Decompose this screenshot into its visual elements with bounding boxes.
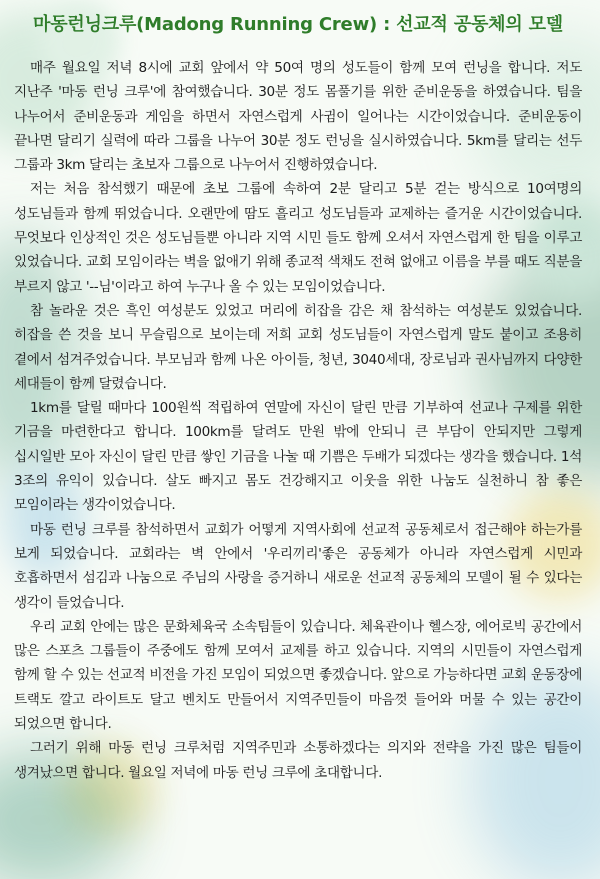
- page-title: 마동런닝크루(Madong Running Crew) : 선교적 공동체의 모델: [33, 14, 563, 35]
- article-paragraph-4: 1km를 달릴 때마다 100원씩 적립하여 연말에 자신이 달린 만큼 기부하여 선교나 구제를 위한 기금을 마련한다고 합니다. 100km를 달려도 만원 밖에 안되니 큰 부담이 안되지만 그렇게 십시일반 모아 자신이 달린 만큼 쌓인 기금을 나눌 때 기쁨은 두배가 되겠다는 생각을 했습니다. 1석 3조의 유익이 있습니다. 살도 빠지고 몸도 건강해지고 이웃을 위한 나눔도 실천하니 참 좋은 모임이라는 생각이었습니다.: [14, 400, 582, 514]
- article-paragraph-1: 매주 월요일 저녁 8시에 교회 앞에서 약 50여 명의 성도들이 함께 모여 런닝을 합니다. 저도 지난주 '마동 런닝 크루'에 참여했습니다. 30분 정도 몸풀기를 위한 준비운동을 하였습니다. 팀을 나누어서 준비운동과 게임을 하면서 자연스럽게 사귐이 일어나는 시간이었습니다. 준비운동이 끝나면 달리기 실력에 따라 그룹을 나누어 30분 정도 런닝을 실시하였습니다. 5km를 달리는 선두 그룹과 3km 달리는 초보자 그룹으로 나누어서 진행하였습니다.: [14, 60, 582, 174]
- article-body: [14, 56, 582, 785]
- article-paragraph-5: 마동 런닝 크루를 참석하면서 교회가 어떻게 지역사회에 선교적 공동체로서 접근해야 하는가를 보게 되었습니다. 교회라는 벽 안에서 '우리끼리'좋은 공동체가 아니라 자연스럽게 시민과 호흡하면서 섬김과 나눔으로 주님의 사랑을 증거하니 새로운 선교적 공동체의 모델이 될 수 있다는 생각이 들었습니다.: [14, 521, 582, 611]
- article-paragraph-3: 참 놀라운 것은 흑인 여성분도 있었고 머리에 히잡을 감은 채 참석하는 여성분도 있었습니다. 히잡을 쓴 것을 보니 무슬림으로 보이는데 저희 교회 성도님들이 자연스럽게 말도 붙이고 조용히 곁에서 섬겨주었습니다. 부모님과 함께 나온 아이들, 청년, 3040세대, 장로님과 권사님까지 다양한 세대들이 함께 달렸습니다.: [14, 302, 582, 392]
- article-paragraph-7: 그러기 위해 마동 런닝 크루처럼 지역주민과 소통하겠다는 의지와 전략을 가진 많은 팀들이 생겨났으면 합니다. 월요일 저녁에 마동 런닝 크루에 초대합니다.: [14, 740, 582, 781]
- article-paragraph-2: 저는 처음 참석했기 때문에 초보 그룹에 속하여 2분 달리고 5분 걷는 방식으로 10여명의 성도님들과 함께 뛰었습니다. 오랜만에 땀도 흘리고 성도님들과 교제하는 즐거운 시간이었습니다. 무엇보다 인상적인 것은 성도님들뿐 아니라 지역 시민 들도 함께 오셔서 자연스럽게 한 팀을 이루고 있었습니다. 교회 모임이라는 벽을 없애기 위해 종교적 색채도 전혀 없애고 이름을 부를 때도 직분을 부르지 않고 '--님'이라고 하여 누구나 올 수 있는 모임이었습니다.: [14, 181, 582, 295]
- article-paragraph-6: 우리 교회 안에는 많은 문화체육국 소속팀들이 있습니다. 체육관이나 헬스장, 에어로빅 공간에서 많은 스포츠 그룹들이 주중에도 함께 모여서 교제를 하고 있습니다. 지역의 시민들이 자연스럽게 함께 할 수 있는 선교적 비전을 가진 모임이 되었으면 좋겠습니다. 앞으로 가능하다면 교회 운동장에 트랙도 깔고 라이트도 달고 벤치도 만들어서 지역주민들이 마음껏 들어와 머물 수 있는 공간이 되었으면 합니다.: [14, 618, 582, 733]
